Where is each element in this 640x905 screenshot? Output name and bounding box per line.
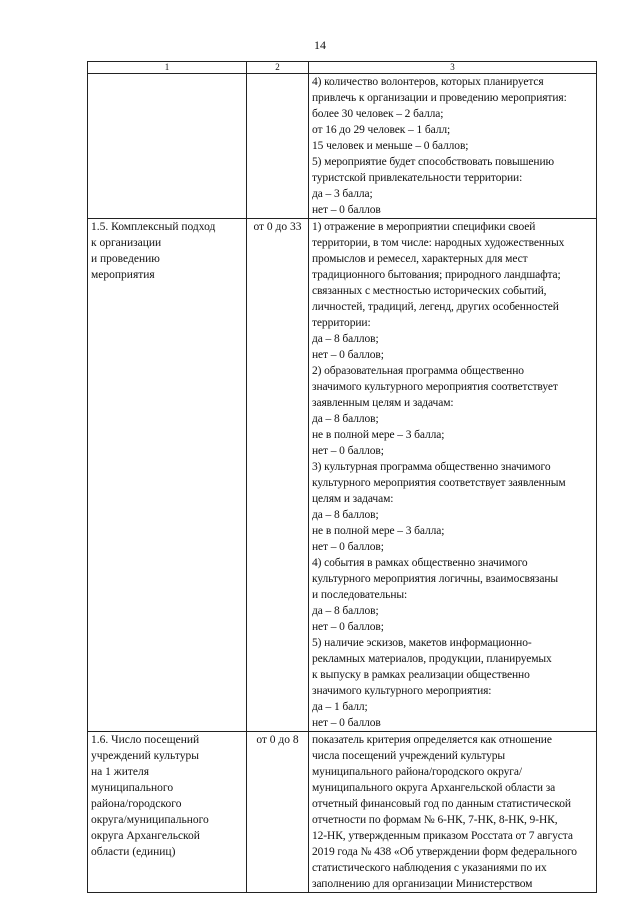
- description-line: рекламных материалов, продукции, планируемых: [312, 653, 552, 665]
- description-line: нет – 0 баллов;: [312, 621, 384, 633]
- range-cell: [247, 74, 309, 219]
- description-cell: [309, 732, 597, 893]
- header-cell: 2: [247, 62, 309, 74]
- header-cell: 1: [88, 62, 247, 74]
- table-body: [88, 74, 597, 893]
- description-line: муниципального района/городского округа/: [312, 766, 522, 778]
- criterion-line: к организации: [91, 237, 162, 249]
- description-line: территории:: [312, 317, 371, 329]
- criterion-line: муниципального: [91, 782, 174, 794]
- description-line: культурного мероприятия логичны, взаимосвязаны: [312, 573, 559, 585]
- description-line: территории, в том числе: народных художественных: [312, 237, 565, 249]
- description-line: значимого культурного мероприятия соответствует: [312, 381, 558, 393]
- range-cell: от 0 до 8: [247, 732, 309, 893]
- description-line: 2) образовательная программа общественно: [312, 365, 524, 377]
- range-cell: от 0 до 33: [247, 219, 309, 732]
- description-line: заполнению для организации Министерством: [312, 878, 533, 890]
- description-line: традиционного бытования; природного ландшафта;: [312, 269, 561, 281]
- description-line: 5) мероприятие будет способствовать повышению: [312, 156, 555, 168]
- table-row: [88, 219, 597, 732]
- description-cell: [309, 219, 597, 732]
- criteria-table: [87, 61, 597, 893]
- description-line: 12-НК, утвержденным приказом Росстата от 7 августа: [312, 830, 573, 842]
- table-row: [88, 74, 597, 219]
- description-line: промыслов и ремесел, характерных для мест: [312, 253, 528, 265]
- header-cell: 3: [309, 62, 597, 74]
- description-line: да – 8 баллов;: [312, 509, 379, 521]
- description-line: к выпуску в рамках реализации общественно: [312, 669, 530, 681]
- description-line: 4) события в рамках общественно значимого: [312, 557, 528, 569]
- criterion-cell: [88, 74, 247, 219]
- criterion-line: и проведению: [91, 253, 160, 265]
- description-line: туристской привлекательности территории:: [312, 172, 523, 184]
- description-line: 15 человек и меньше – 0 баллов;: [312, 140, 469, 152]
- description-line: отчетности по формам № 6-НК, 7-НК, 8-НК, 9-НК,: [312, 814, 558, 826]
- description-line: да – 8 баллов;: [312, 605, 379, 617]
- description-line: более 30 человек – 2 балла;: [312, 108, 444, 120]
- page-number: 14: [314, 38, 326, 52]
- description-line: 3) культурная программа общественно значимого: [312, 461, 551, 473]
- description-line: нет – 0 баллов;: [312, 541, 384, 553]
- table-row: [88, 732, 597, 893]
- description-line: 5) наличие эскизов, макетов информационно-: [312, 637, 532, 649]
- description-line: не в полной мере – 3 балла;: [312, 525, 445, 537]
- description-line: нет – 0 баллов: [312, 717, 381, 729]
- description-line: числа посещений учреждений культуры: [312, 750, 506, 762]
- description-line: не в полной мере – 3 балла;: [312, 429, 445, 441]
- description-cell: [309, 74, 597, 219]
- criterion-cell: [88, 732, 247, 893]
- description-line: 2019 года № 438 «Об утверждении форм федерального: [312, 846, 577, 858]
- table-header-row: [88, 62, 597, 74]
- description-line: нет – 0 баллов: [312, 204, 381, 216]
- description-line: нет – 0 баллов;: [312, 445, 384, 457]
- description-line: целям и задачам:: [312, 493, 394, 505]
- criterion-line: на 1 жителя: [91, 766, 150, 778]
- criterion-line: учреждений культуры: [91, 750, 199, 762]
- description-line: статистического наблюдения с указаниями по их: [312, 862, 547, 874]
- description-line: привлечь к организации и проведению мероприятия:: [312, 92, 567, 104]
- description-line: да – 8 баллов;: [312, 413, 379, 425]
- criterion-line: района/городского: [91, 798, 182, 810]
- criterion-line: округа/муниципального: [91, 814, 209, 826]
- description-line: личностей, традиций, легенд, других особенностей: [312, 301, 559, 313]
- description-line: от 16 до 29 человек – 1 балл;: [312, 124, 451, 136]
- description-line: нет – 0 баллов;: [312, 349, 384, 361]
- description-line: 1) отражение в мероприятии специфики своей: [312, 221, 536, 233]
- criterion-line: мероприятия: [91, 269, 155, 281]
- description-line: показатель критерия определяется как отношение: [312, 734, 552, 746]
- description-line: 4) количество волонтеров, которых планируется: [312, 76, 544, 88]
- description-line: да – 8 баллов;: [312, 333, 379, 345]
- description-line: муниципального округа Архангельской области за: [312, 782, 556, 794]
- description-line: да – 3 балла;: [312, 188, 373, 200]
- description-line: и последовательны:: [312, 589, 408, 601]
- criterion-line: 1.5. Комплексный подход: [91, 221, 216, 233]
- description-line: отчетный финансовый год по данным статистической: [312, 798, 571, 810]
- description-line: да – 1 балл;: [312, 701, 368, 713]
- criterion-cell: [88, 219, 247, 732]
- criterion-line: округа Архангельской: [91, 830, 200, 842]
- description-line: связанных с местностью исторических событий,: [312, 285, 547, 297]
- description-line: культурного мероприятия соответствует заявленным: [312, 477, 566, 489]
- criterion-line: области (единиц): [91, 846, 176, 858]
- criterion-line: 1.6. Число посещений: [91, 734, 200, 746]
- description-line: значимого культурного мероприятия:: [312, 685, 492, 697]
- description-line: заявленным целям и задачам:: [312, 397, 454, 409]
